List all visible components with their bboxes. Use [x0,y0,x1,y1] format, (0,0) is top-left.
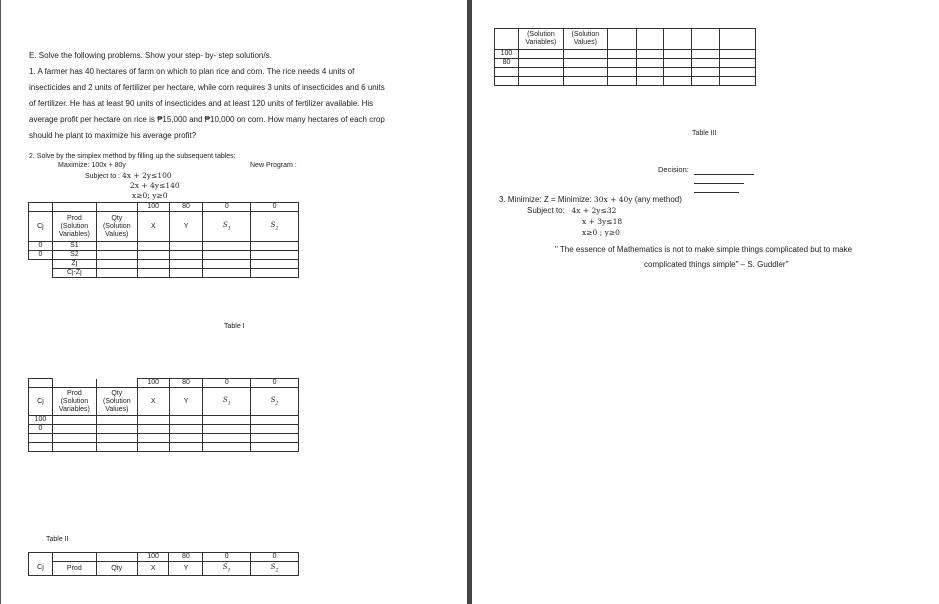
decision-label: Decision: [658,165,689,174]
cj-header: 80 [169,553,203,562]
cell [203,260,251,269]
cell [29,443,53,452]
prod-header: (Solution Variables) [518,29,563,50]
cell [607,59,636,68]
cell [169,434,203,443]
problem-1-line: 1. A farmer has 40 hectares of farm on which to plan rice and corn. The rice needs 4 units of [29,67,355,76]
constraint-2: 2x + 4y≤140 [130,181,180,190]
cell [137,269,169,278]
cell [96,443,137,452]
problem-2-title: 2. Solve by the simplex method by filling up the subsequent tables: [29,153,236,160]
var-header-y: Y [169,562,203,576]
cell [636,77,664,86]
cell [518,59,563,68]
cell [96,416,137,425]
cell [169,425,203,434]
cell [203,416,251,425]
cell [96,260,137,269]
cell [607,50,636,59]
table-3-continuation [494,28,756,86]
cj-header: 0 [251,379,299,388]
cell [251,242,299,251]
row-cj: 100 [495,50,519,59]
prod-header: Prod (Solution Variables) [52,388,96,416]
cell [563,59,607,68]
cell [251,434,299,443]
cell [720,29,756,50]
cell [169,443,203,452]
cell [29,269,53,278]
var-header-s1: $S_1$ [203,562,251,576]
table-2-caption: Table II [46,536,69,543]
cj-header: 100 [137,553,169,562]
var-header-s1: $S_1$ [203,388,251,416]
simplex-table-1 [28,202,299,278]
cell [52,416,96,425]
cj-label: Cj [29,388,53,416]
cell [495,77,519,86]
var-header-s2: $S_2$ [251,212,299,242]
cell [169,269,203,278]
cell [137,416,169,425]
cell [563,50,607,59]
cell [607,29,636,50]
cell [29,203,53,212]
prod-header: Prod [52,562,96,576]
cell [203,269,251,278]
cj-label: Cj [29,212,53,242]
cell [251,416,299,425]
cell [636,29,664,50]
row-prod: S2 [52,251,96,260]
cell [52,425,96,434]
cell [96,242,137,251]
quote-line-1: " The essence of Mathematics is not to make simple things complicated but to make [555,245,853,254]
var-header-s2: $S_2$ [251,562,299,576]
cj-header: 100 [137,379,169,388]
cell [251,443,299,452]
cell [29,434,53,443]
cell [495,29,519,50]
cj-header: 0 [251,553,299,562]
cell [251,269,299,278]
section-title: E. Solve the following problems. Show your step- by- step solution/s. [29,51,272,60]
var-header-x: X [137,212,169,242]
subject-to-label: Subject to : 4x + 2y≤100 [85,171,172,180]
row-cj: 100 [29,416,53,425]
problem-1-line: average profit per hectare on rice is ₱15,000 and ₱10,000 on corn. How many hectares of each crop [29,115,385,124]
cell [495,68,519,77]
cell [52,553,96,562]
cell [96,434,137,443]
cell [137,434,169,443]
problem-1-line: of fertilizer. He has at least 90 units of insecticides and at least 120 units of fertilizer available. His [29,99,374,108]
cell [607,68,636,77]
cell [563,68,607,77]
cell [720,68,756,77]
cell [96,269,137,278]
var-header-y: Y [169,388,203,416]
cell [636,59,664,68]
table-1-caption: Table I [224,323,245,330]
problem-3-constraint-2: x + 3y≤18 [582,217,623,226]
var-header-s1: $S_1$ [203,212,251,242]
cell [203,425,251,434]
prod-header: Prod (Solution Variables) [52,212,96,242]
cell [692,77,720,86]
cj-header: 0 [251,203,299,212]
cell [664,59,692,68]
cell [169,251,203,260]
cell [636,50,664,59]
var-header-y: Y [169,212,203,242]
row-cj: 80 [495,59,519,68]
cell [203,443,251,452]
cell [137,242,169,251]
cell [251,260,299,269]
cell [692,50,720,59]
cell [96,251,137,260]
cell [636,68,664,77]
decision-line [694,183,744,184]
cell [52,443,96,452]
problem-3-subject-to: Subject to: 4x + 2y≤32 [527,206,617,215]
cell [518,68,563,77]
maximize-label: Maximize: 100x + 80y [58,162,126,169]
cell [720,59,756,68]
row-cj: 0 [29,425,53,434]
decision-line [694,192,739,193]
qty-header: (Solution Values) [563,29,607,50]
cell [692,59,720,68]
problem-1-line: insecticides and 2 units of fertilizer per hectare, while corn requires 3 units of insecticides and 6 units [29,83,385,92]
cjzj-label: Cj-Zj [52,269,96,278]
cell [692,68,720,77]
zj-label: Zj [52,260,96,269]
decision-line [694,174,754,175]
cell [518,77,563,86]
qty-header: Qty (Solution Values) [96,212,137,242]
cj-header: 0 [203,553,251,562]
cj-header: 0 [203,379,251,388]
cell [607,77,636,86]
constraint-3: x≥0; y≥0 [132,191,168,200]
cell [29,553,53,562]
row-cj: 0 [29,242,53,251]
cell [52,203,96,212]
qty-header: Qty [96,562,137,576]
cell [96,203,137,212]
cell [137,425,169,434]
qty-header: Qty (Solution Values) [96,388,137,416]
row-cj: 0 [29,251,53,260]
quote-line-2: complicated things simple" – S. Guddler" [644,260,789,269]
cell [720,50,756,59]
var-header-x: X [137,562,169,576]
cell [664,68,692,77]
cell [203,434,251,443]
cell [137,443,169,452]
cell [169,260,203,269]
cj-header: 80 [169,203,203,212]
cell [96,425,137,434]
new-program-label: New Program : [250,162,297,169]
cell [52,434,96,443]
cj-header: 100 [137,203,169,212]
cell [52,379,96,388]
row-prod: S1 [52,242,96,251]
cj-header: 80 [169,379,203,388]
cj-header: 0 [203,203,251,212]
table-3-caption: Table III [692,130,717,137]
cell [29,379,53,388]
cell [518,50,563,59]
cell [664,77,692,86]
cell [203,251,251,260]
cell [563,77,607,86]
simplex-table-3 [28,552,299,576]
cell [137,260,169,269]
right-page [472,0,939,604]
cell [251,251,299,260]
cj-label: Cj [29,562,53,576]
var-header-x: X [137,388,169,416]
cell [664,29,692,50]
cell [251,425,299,434]
problem-1-line: should he plant to maximize his average profit? [29,131,197,140]
cell [203,242,251,251]
var-header-s2: $S_2$ [251,388,299,416]
cell [96,379,137,388]
problem-3-title: 3. Minimize: Z = Minimize: 30x + 40y (any method) [499,195,682,204]
problem-3-constraint-3: x≥0 ; y≥0 [582,228,620,237]
simplex-table-2 [28,378,299,452]
cell [169,242,203,251]
cell [664,50,692,59]
left-page [0,0,467,604]
cell [96,553,137,562]
cell [169,416,203,425]
cell [692,29,720,50]
problem-1-text [29,64,443,144]
cell [137,251,169,260]
cell [720,77,756,86]
cell [29,260,53,269]
